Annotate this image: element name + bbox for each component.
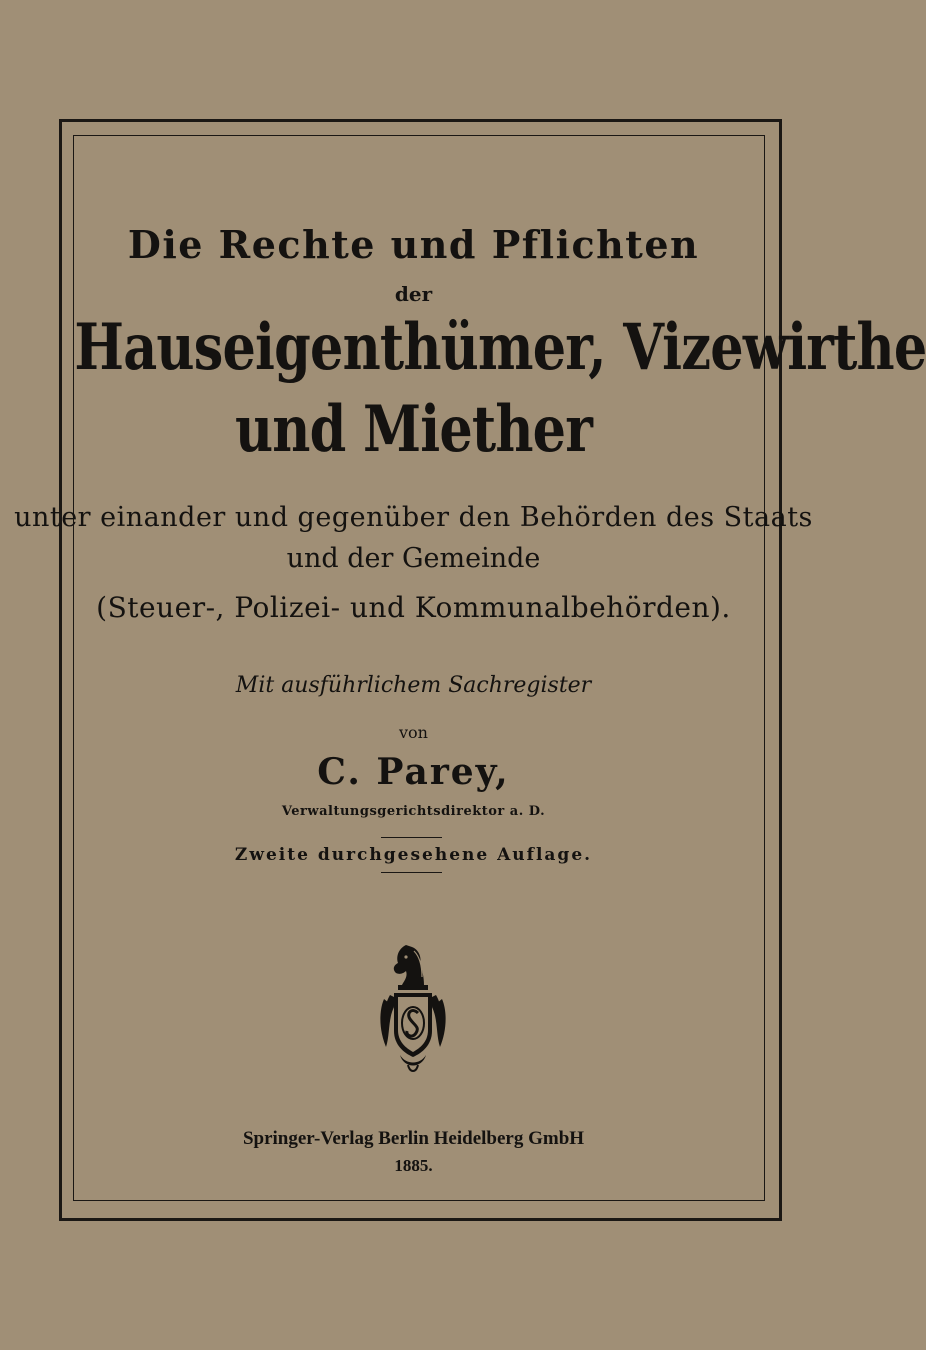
main-title-line-2: und Miether — [234, 392, 593, 467]
edition-rule-bottom — [381, 872, 442, 873]
subtitle-line-2: und der Gemeinde — [286, 543, 541, 574]
title-line-1: Die Rechte und Pflichten — [127, 222, 700, 267]
publication-year: 1885. — [394, 1156, 433, 1175]
publisher: Springer-Verlag Berlin Heidelberg GmbH — [242, 1128, 585, 1149]
by-label: von — [399, 723, 428, 742]
register-note: Mit ausführlichem Sachregister — [235, 673, 592, 698]
main-title-line-1: Hauseigenthümer, Vizewirthe — [74, 310, 926, 385]
springer-horse-emblem-icon — [376, 943, 450, 1075]
subtitle-line-3: (Steuer-, Polizei- und Kommunalbehörden). — [96, 591, 731, 624]
subtitle-line-1: unter einander und gegenüber den Behörden des Staats — [14, 502, 813, 533]
edition-label: Zweite durchgesehene Auflage. — [234, 845, 593, 865]
author-role: Verwaltungsgerichtsdirektor a. D. — [281, 804, 546, 819]
author-name: C. Parey, — [317, 751, 510, 793]
edition-rule-top — [381, 837, 442, 838]
title-der: der — [394, 282, 433, 306]
